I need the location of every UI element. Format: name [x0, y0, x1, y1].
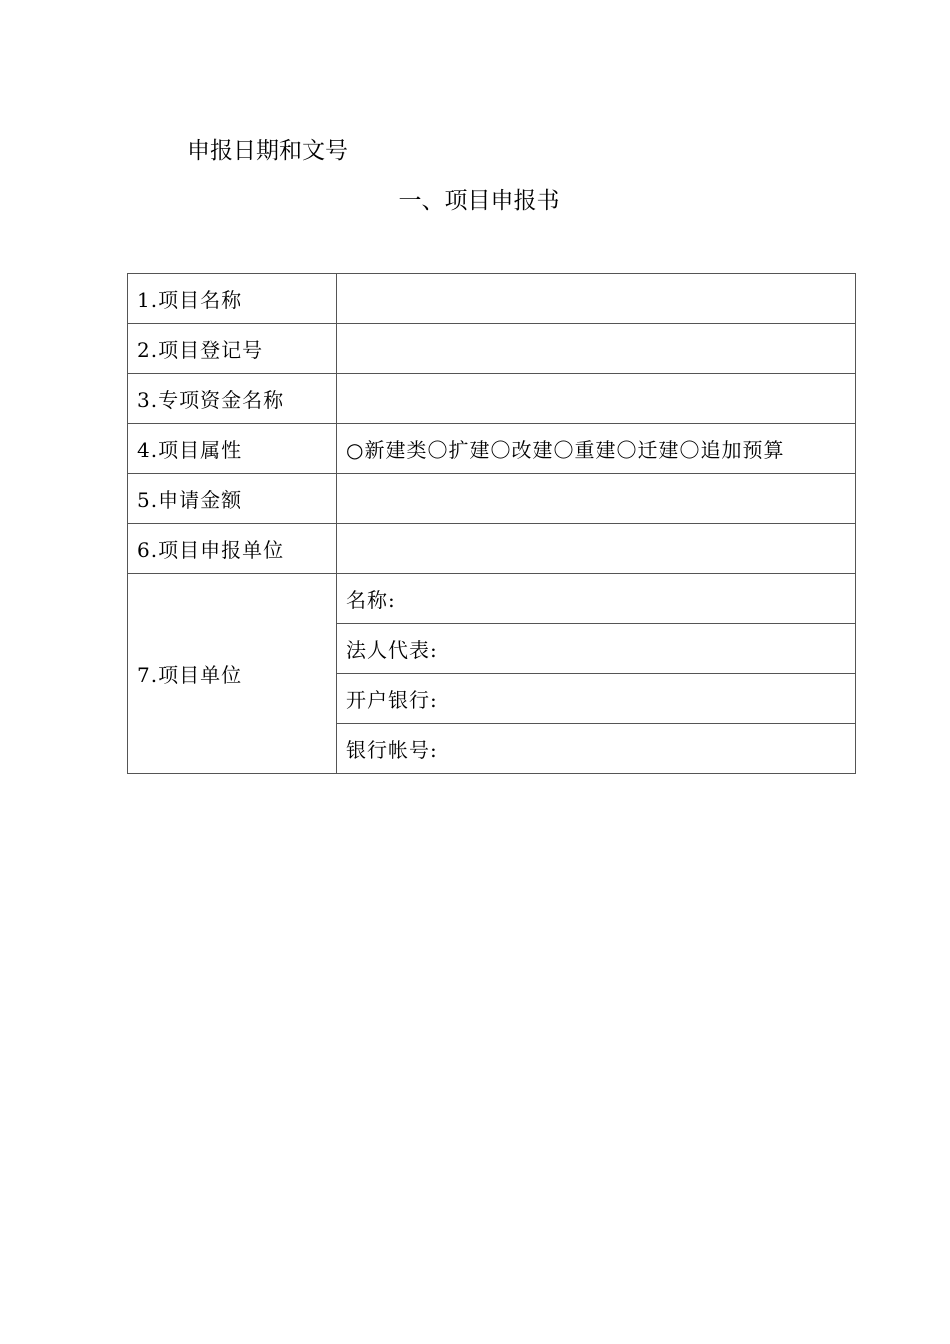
- document-title: 一、项目申报书: [398, 188, 560, 214]
- value-applicant-unit[interactable]: [337, 524, 856, 574]
- label-project-unit: 7.项目单位: [128, 574, 337, 774]
- label-fund-name: 3.专项资金名称: [128, 374, 337, 424]
- value-application-amount[interactable]: [337, 474, 856, 524]
- field-legal-representative[interactable]: 法人代表:: [337, 624, 856, 674]
- project-application-form: [127, 273, 856, 774]
- field-bank-account[interactable]: 银行帐号:: [337, 724, 856, 774]
- value-fund-name[interactable]: [337, 374, 856, 424]
- field-bank-name[interactable]: 开户银行:: [337, 674, 856, 724]
- value-project-name[interactable]: [337, 274, 856, 324]
- label-applicant-unit: 6.项目申报单位: [128, 524, 337, 574]
- form-row-registration-number: [128, 324, 856, 374]
- label-project-name: 1.项目名称: [128, 274, 337, 324]
- value-registration-number[interactable]: [337, 324, 856, 374]
- form-row-applicant-unit: [128, 524, 856, 574]
- form-row-project-attribute: [128, 424, 856, 474]
- label-project-attribute: 4.项目属性: [128, 424, 337, 474]
- date-and-document-number: 申报日期和文号: [187, 138, 348, 164]
- label-application-amount: 5.申请金额: [128, 474, 337, 524]
- label-registration-number: 2.项目登记号: [128, 324, 337, 374]
- field-unit-name[interactable]: 名称:: [337, 574, 856, 624]
- form-row-project-name: [128, 274, 856, 324]
- form-row-project-unit-name: [128, 574, 856, 624]
- form-row-application-amount: [128, 474, 856, 524]
- form-row-fund-name: [128, 374, 856, 424]
- value-project-attribute-options[interactable]: ○新建类〇扩建〇改建〇重建〇迁建〇追加预算: [337, 424, 856, 474]
